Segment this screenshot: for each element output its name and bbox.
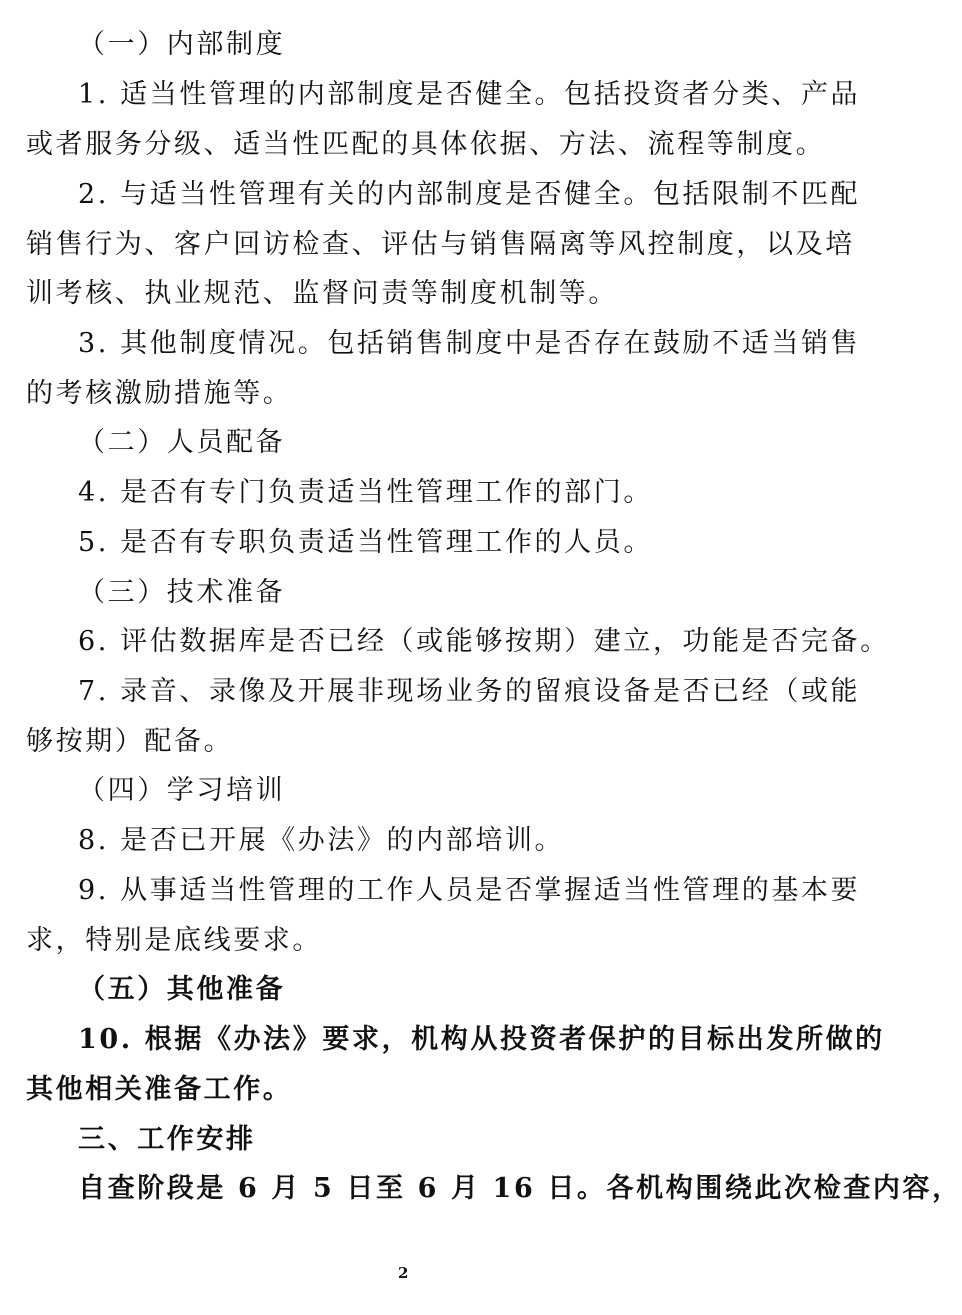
subheading-other-preparation: （五）其他准备 — [78, 974, 286, 1005]
subheading-staffing: （二）人员配备 — [78, 427, 286, 458]
paragraph-3-line-2: 的考核激励措施等。 — [26, 378, 293, 409]
paragraph-schedule-line-1: 自查阶段是 6 月 5 日至 6 月 16 日。各机构围绕此次检查内容， — [78, 1173, 962, 1204]
paragraph-9-line-2: 求，特别是底线要求。 — [26, 925, 322, 956]
paragraph-3-line-1: 3. 其他制度情况。包括销售制度中是否存在鼓励不适当销售 — [78, 328, 861, 359]
paragraph-1-line-1: 1. 适当性管理的内部制度是否健全。包括投资者分类、产品 — [78, 79, 861, 110]
paragraph-6-line-1: 6. 评估数据库是否已经（或能够按期）建立，功能是否完备。 — [78, 626, 890, 657]
paragraph-2-line-1: 2. 与适当性管理有关的内部制度是否健全。包括限制不匹配 — [78, 179, 861, 210]
paragraph-5-line-1: 5. 是否有专职负责适当性管理工作的人员。 — [78, 527, 653, 558]
paragraph-2-line-2: 销售行为、客户回访检查、评估与销售隔离等风控制度，以及培 — [26, 229, 855, 260]
paragraph-8-line-1: 8. 是否已开展《办法》的内部培训。 — [78, 825, 565, 856]
paragraph-7-line-1: 7. 录音、录像及开展非现场业务的留痕设备是否已经（或能 — [78, 676, 861, 707]
paragraph-1-line-2: 或者服务分级、适当性匹配的具体依据、方法、流程等制度。 — [26, 129, 826, 160]
paragraph-9-line-1: 9. 从事适当性管理的工作人员是否掌握适当性管理的基本要 — [78, 875, 861, 906]
paragraph-7-line-2: 够按期）配备。 — [26, 726, 234, 757]
subheading-technical: （三）技术准备 — [78, 577, 286, 608]
section-heading-work-arrangement: 三、工作安排 — [78, 1124, 256, 1155]
paragraph-4-line-1: 4. 是否有专门负责适当性管理工作的部门。 — [78, 477, 653, 508]
paragraph-2-line-3: 训考核、执业规范、监督问责等制度机制等。 — [26, 278, 618, 309]
paragraph-10-line-2: 其他相关准备工作。 — [26, 1074, 293, 1105]
paragraph-10-line-1: 10. 根据《办法》要求，机构从投资者保护的目标出发所做的 — [78, 1024, 885, 1055]
page-number: 2 — [398, 1264, 409, 1282]
subheading-training: （四）学习培训 — [78, 775, 286, 806]
subheading-internal-rules: （一）内部制度 — [78, 29, 286, 60]
